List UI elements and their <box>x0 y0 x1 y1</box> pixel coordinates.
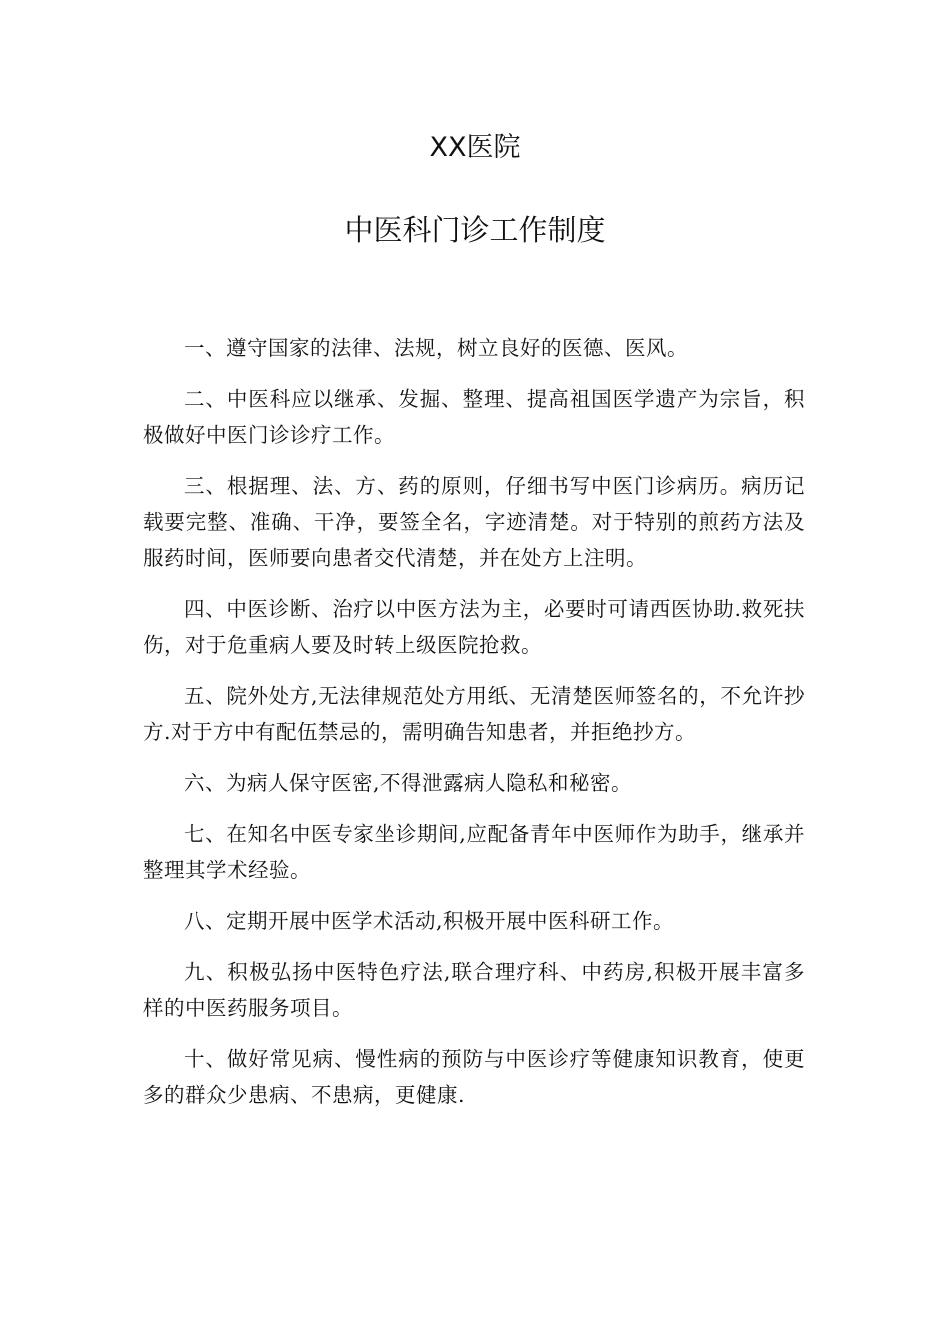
clause-5: 五、院外处方,无法律规范处方用纸、无清楚医师签名的，不允许抄方.对于方中有配伍禁忌的，需明确告知患者，并拒绝抄方。 <box>143 684 805 744</box>
clause-7: 七、在知名中医专家坐诊期间,应配备青年中医师作为助手，继承并整理其学术经验。 <box>143 822 805 882</box>
clause-9: 九、积极弘扬中医特色疗法,联合理疗科、中药房,积极开展丰富多样的中医药服务项目。 <box>143 960 805 1020</box>
clause-3: 三、根据理、法、方、药的原则，仔细书写中医门诊病历。病历记载要完整、准确、干净，要签全名，字迹清楚。对于特别的煎药方法及服药时间，医师要向患者交代清楚，并在处方上注明。 <box>143 474 805 570</box>
clause-8: 八、定期开展中医学术活动,积极开展中医科研工作。 <box>184 909 675 933</box>
hospital-name: XX医院 <box>429 132 521 163</box>
clause-4: 四、中医诊断、治疗以中医方法为主，必要时可请西医协助.救死扶伤，对于危重病人要及时转上级医院抢救。 <box>143 597 805 657</box>
clause-10: 十、做好常见病、慢性病的预防与中医诊疗等健康知识教育，使更多的群众少患病、不患病，更健康. <box>143 1047 805 1107</box>
clause-6: 六、为病人保守医密,不得泄露病人隐私和秘密。 <box>184 771 633 795</box>
clause-2: 二、中医科应以继承、发掘、整理、提高祖国医学遗产为宗旨，积极做好中医门诊诊疗工作。 <box>143 387 805 447</box>
document-title: 中医科门诊工作制度 <box>344 213 606 247</box>
document-body <box>143 330 805 1128</box>
clause-1: 一、遵守国家的法律、法规，树立良好的医德、医风。 <box>184 336 688 360</box>
